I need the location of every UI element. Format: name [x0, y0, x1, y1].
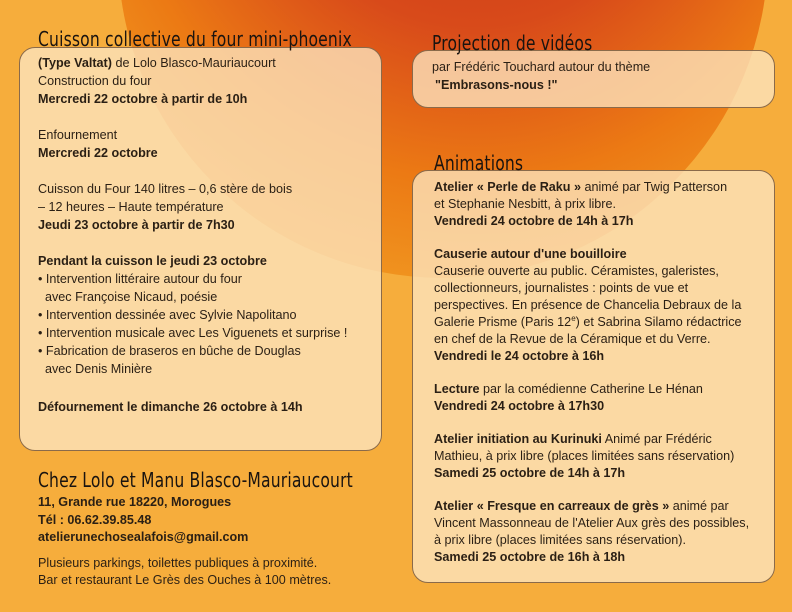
cuisson-title: Cuisson collective du four mini-phoenix [38, 27, 352, 51]
address-email[interactable]: atelierunechosealafois@gmail.com [38, 530, 249, 544]
address-title: Chez Lolo et Manu Blasco-Mauriaucourt [38, 468, 353, 492]
animations-title: Animations [434, 151, 524, 175]
address-street: 11, Grande rue 18220, Morogues [38, 495, 232, 509]
address-phone: Tél : 06.62.39.85.48 [38, 512, 152, 527]
address-details: 11, Grande rue 18220, Morogues Tél : 06.62.39.85.48 atelierunechosealafois@gmail.com Plusieurs parkings, toilettes publiques à proximité. Bar et restaurant Le Grès des Ouches à 100 mètres. [38, 495, 332, 587]
projection-details: par Frédéric Touchard autour du thème "Embrasons-nous !" [432, 60, 651, 92]
cuisson-details: (Type Valtat) de Lolo Blasco-Mauriaucourt Construction du four Mercredi 22 octobre à partir de 10h Enfournement Mercredi 22 octobre Cuisson du Four 140 litres – 0,6 stère de bois – 12 heures – Haute température Jeudi 23 octobre à partir de 7h30 Pendant la cuisson le jeudi 23 octobre • Intervention littéraire autour du four avec Françoise Nicaud, poésie • Intervention dessinée avec Sylvie Napolitano • Intervention musicale avec Les Viguenets et surprise ! • Fabrication de braseros en bûche de Douglas avec Denis Minière Défournement le dimanche 26 octobre à 14h [38, 56, 348, 414]
animations-details: Atelier « Perle de Raku » animé par Twig Patterson et Stephanie Nesbitt, à prix libre. Vendredi 24 octobre de 14h à 17h Causerie autour d'une bouilloire Causerie ouverte au public. Céramistes, galeristes, collectionneurs, journalistes : points de vue et perspectives. En présence de Chancelia Debraux de la Galerie Prisme (Paris 12e) et Sabrina Silamo rédactrice en chef de la Revue de la Céramique et du Verre. Vendredi le 24 octobre à 16h Lecture par la comédienne Catherine Le Hénan Vendredi 24 octobre à 17h30 Atelier initiation au Kurinuki Animé par Frédéric Mathieu, à prix libre (places limitées sans réservation) Samedi 25 octobre de 14h à 17h Atelier « Fresque en carreaux de grès » animé par Vincent Massonneau de l'Atelier Aux grès des possibles, à prix libre (places limitées sans réservation). Samedi 25 octobre de 16h à 18h [434, 180, 750, 564]
projection-title: Projection de vidéos [432, 31, 593, 55]
